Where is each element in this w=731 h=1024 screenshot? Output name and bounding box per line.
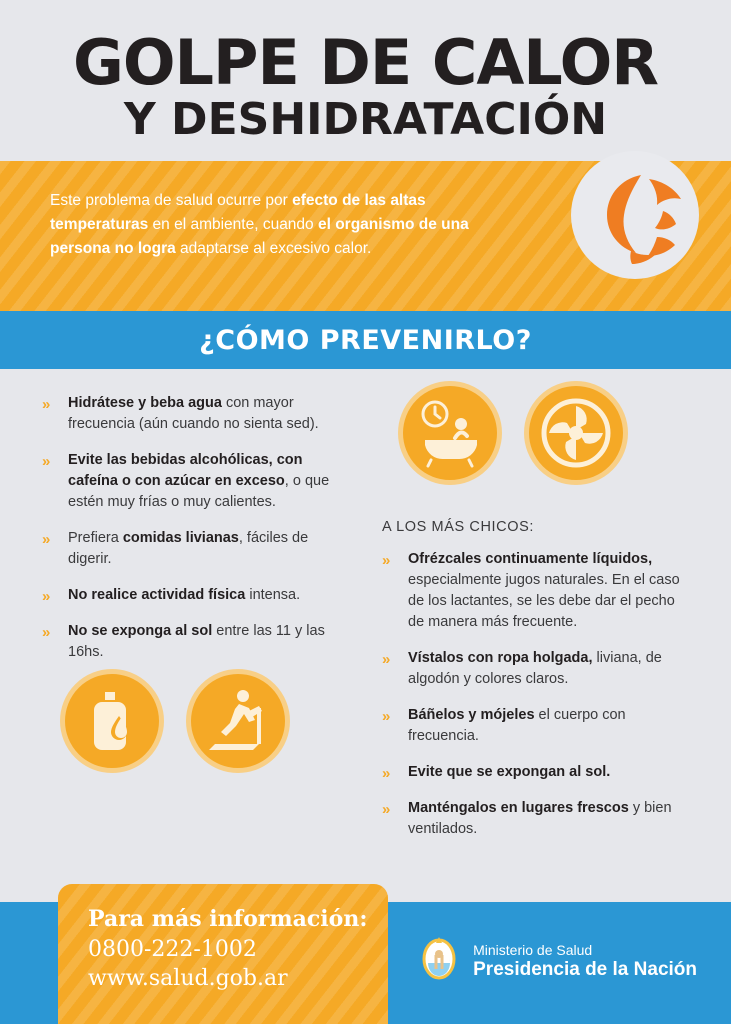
list-item — [42, 393, 347, 435]
section-header — [0, 311, 731, 369]
right-tips-list — [382, 549, 694, 840]
section-title: ¿CÓMO PREVENIRLO? — [199, 324, 532, 356]
list-item — [42, 528, 347, 570]
intro-text-part1: Este problema de salud ocurre por — [50, 192, 293, 210]
contact-phone[interactable]: 0800-222-1002 — [88, 937, 257, 962]
chevron-right-icon: » — [42, 624, 48, 642]
chevron-right-icon: » — [382, 801, 388, 819]
presidency-name: Presidencia de la Nación — [473, 958, 697, 980]
tip-pre: Prefiera — [68, 530, 123, 547]
tip-bold: Manténgalos en lugares frescos — [408, 800, 629, 817]
water-bottle-icon — [60, 669, 164, 773]
ministry-name: Ministerio de Salud — [473, 941, 593, 958]
intro-band — [0, 161, 731, 311]
tip-rest: intensa. — [245, 587, 301, 604]
list-item — [382, 705, 694, 747]
tip-bold: Evite que se expongan al sol. — [408, 764, 611, 781]
intro-text-part3: adaptarse al excesivo calor. — [175, 240, 372, 258]
tip-rest: el cuerpo con frecuencia. — [408, 707, 626, 745]
right-subheading: A LOS MÁS CHICOS: — [382, 519, 535, 536]
government-text — [473, 942, 697, 982]
list-item — [42, 621, 347, 663]
contact-heading: Para más información: — [88, 906, 368, 932]
chevron-right-icon: » — [382, 552, 388, 570]
list-item — [382, 798, 694, 840]
chevron-right-icon: » — [42, 396, 48, 414]
treadmill-exercise-icon — [186, 669, 290, 773]
tip-bold: Báñelos y mójeles — [408, 707, 535, 724]
chevron-right-icon: » — [382, 765, 388, 783]
sun-icon — [571, 151, 699, 279]
tip-bold: Evite las bebidas alcohólicas, con cafeína o con azúcar en exceso — [68, 452, 303, 490]
list-item — [382, 762, 694, 783]
tip-bold: comidas livianas — [122, 530, 239, 547]
chevron-right-icon: » — [382, 708, 388, 726]
tip-bold: Hidrátese y beba agua — [68, 395, 222, 412]
list-item — [42, 450, 347, 513]
title-block — [0, 0, 731, 143]
page-subtitle: Y DESHIDRATACIÓN — [123, 93, 608, 145]
tip-rest: especialmente jugos naturales. En el caso de los lactantes, se les debe dar el pecho de manera más frecuente. — [408, 572, 680, 631]
tip-bold: Vístalos con ropa holgada, — [408, 650, 593, 667]
intro-paragraph — [50, 189, 520, 261]
contact-website[interactable]: www.salud.gob.ar — [88, 965, 288, 991]
intro-text-bold2: el organismo de una persona no logra — [50, 216, 469, 258]
tip-rest: , fáciles de digerir. — [68, 530, 309, 568]
top-right-icons — [398, 381, 628, 485]
tip-rest: , o que estén muy frías o muy calientes. — [68, 473, 330, 511]
chevron-right-icon: » — [382, 651, 388, 669]
tip-bold: Ofrézcales continuamente líquidos, — [408, 551, 653, 568]
fan-icon — [524, 381, 628, 485]
chevron-right-icon: » — [42, 531, 48, 549]
right-column — [382, 519, 694, 855]
contact-info-panel — [58, 884, 388, 1024]
list-item — [382, 549, 694, 633]
intro-text-bold1: efecto de las altas temperaturas — [50, 192, 426, 234]
tip-bold: No se exponga al sol — [68, 623, 213, 640]
tip-rest: entre las 11 y las 16hs. — [68, 623, 325, 661]
tip-rest: liviana, de algodón y colores claros. — [408, 650, 662, 688]
argentina-coat-of-arms-icon — [417, 933, 461, 990]
intro-text-part2: en el ambiente, cuando — [148, 216, 318, 234]
chevron-right-icon: » — [42, 588, 48, 606]
list-item — [42, 585, 347, 606]
page-title: GOLPE DE CALOR — [72, 26, 659, 99]
left-column — [42, 393, 347, 678]
bottom-left-icons — [60, 669, 290, 773]
list-item — [382, 648, 694, 690]
tip-rest: con mayor frecuencia (aún cuando no sienta sed). — [68, 395, 319, 433]
left-tips-list — [42, 393, 347, 663]
tip-rest: y bien ventilados. — [408, 800, 672, 838]
tip-bold: No realice actividad física — [68, 587, 246, 604]
government-branding — [417, 933, 697, 990]
bath-clock-icon — [398, 381, 502, 485]
chevron-right-icon: » — [42, 453, 48, 471]
content-area — [0, 369, 731, 889]
